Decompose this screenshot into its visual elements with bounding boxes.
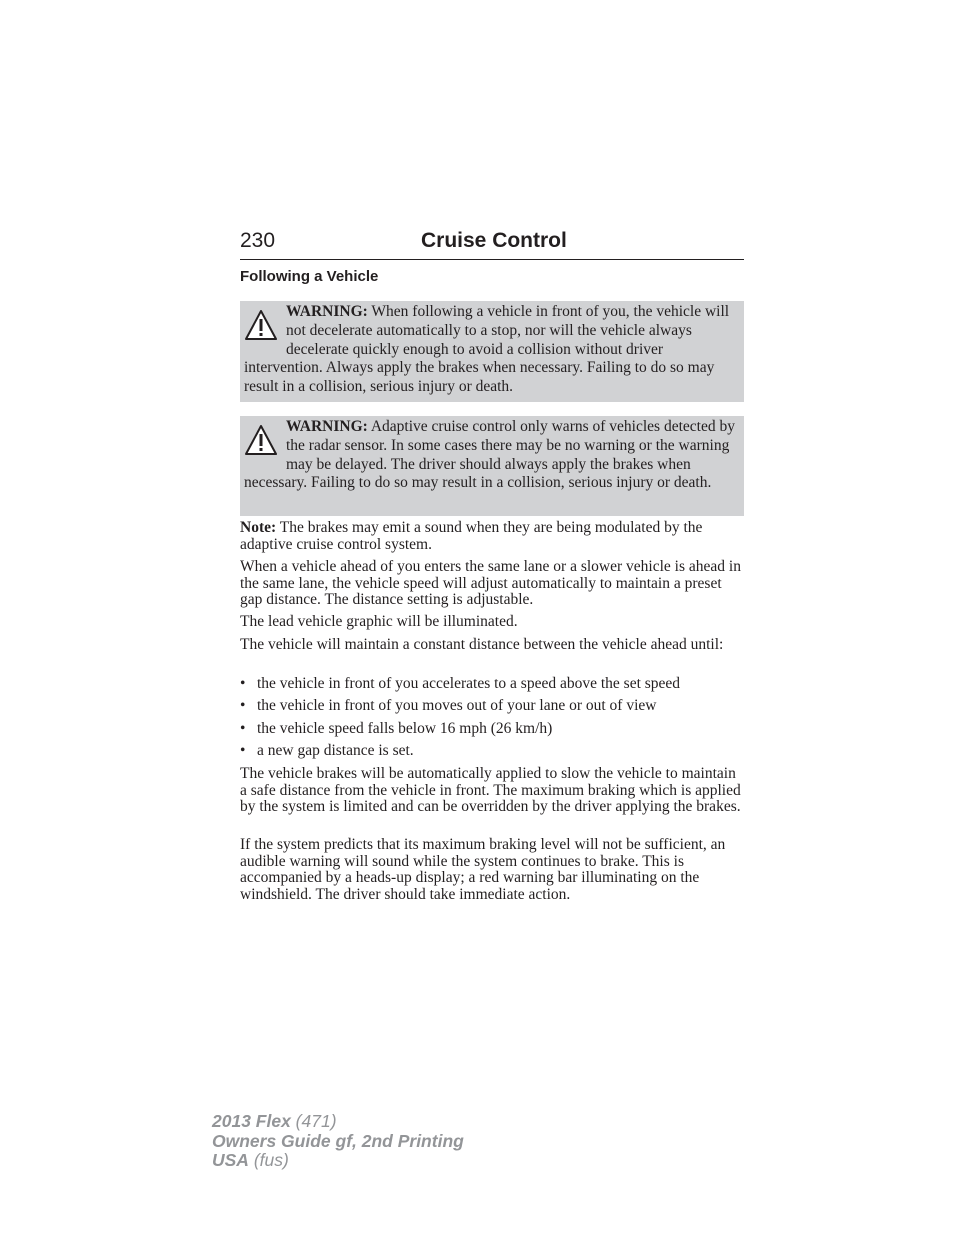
warning-box-2 [240,416,744,516]
bullet-icon: • [240,720,246,737]
warning-box-1 [240,301,744,402]
list-item-text: the vehicle speed falls below 16 mph (26 km/h) [257,720,553,737]
paragraph-lead-graphic: The lead vehicle graphic will be illuminated. [240,613,518,630]
page-number: 230 [240,229,276,252]
note-paragraph [240,520,744,553]
warning-body: Adaptive cruise control only warns of vehicles detected by the radar sensor. In some cases there may be no warning or the warning may be delayed. The driver should always apply the brakes when necessary. Failing to do so may result in a collision, serious injury or death. [244,418,735,492]
footer-line-guide: Owners Guide gf, 2nd Printing [212,1130,464,1151]
warning-triangle-icon [244,308,278,342]
footer-line-region: USA (fus) [212,1150,289,1170]
warning-body: When following a vehicle in front of you, the vehicle will not decelerate automatically to a stop, nor will the vehicle always decelerate quickly enough to avoid a collision without driver intervention. Always apply the brakes when necessary. Failing to do so may result in a collision, serious injury or death. [244,303,730,396]
section-title: Following a Vehicle [240,268,379,285]
page-header [240,228,744,260]
warning-label: WARNING: [286,303,368,320]
warning-text-1 [244,303,739,397]
paragraph-audible-warning: If the system predicts that its maximum braking level will not be sufficient, an audible warning will sound while the system continues to brake. This is accompanied by a heads-up display; a red warning bar illuminating on the windshield. The driver should take immediate action. [240,836,726,903]
footer-line-model: 2013 Flex (471) [212,1111,337,1131]
list-item-text: the vehicle in front of you moves out of your lane or out of view [257,697,657,714]
page-footer [212,1112,464,1171]
note-body: The brakes may emit a sound when they are being modulated by the adaptive cruise control system. [240,519,703,553]
list-item-text: the vehicle in front of you accelerates to a speed above the set speed [257,675,681,692]
bullet-icon: • [240,742,246,759]
chapter-title: Cruise Control [421,229,567,252]
paragraph-gap-adjust: When a vehicle ahead of you enters the same lane or a slower vehicle is ahead in the same lane, the vehicle speed will adjust automatically to maintain a preset gap distance. The distance setting is adjustable. [240,558,741,608]
paragraph-maintain-distance: The vehicle will maintain a constant distance between the vehicle ahead until: [240,636,724,653]
bullet-icon: • [240,675,246,692]
warning-triangle-icon [244,423,278,457]
warning-text-2 [244,418,739,493]
note-label: Note: [240,519,277,536]
paragraph-auto-braking: The vehicle brakes will be automatically applied to slow the vehicle to maintain a safe distance from the vehicle in front. The maximum braking which is applied by the system is limited and can be overridden by the driver applying the brakes. [240,765,741,815]
bullet-icon: • [240,697,246,714]
list-item-text: a new gap distance is set. [257,742,414,759]
warning-label: WARNING: [286,418,368,435]
